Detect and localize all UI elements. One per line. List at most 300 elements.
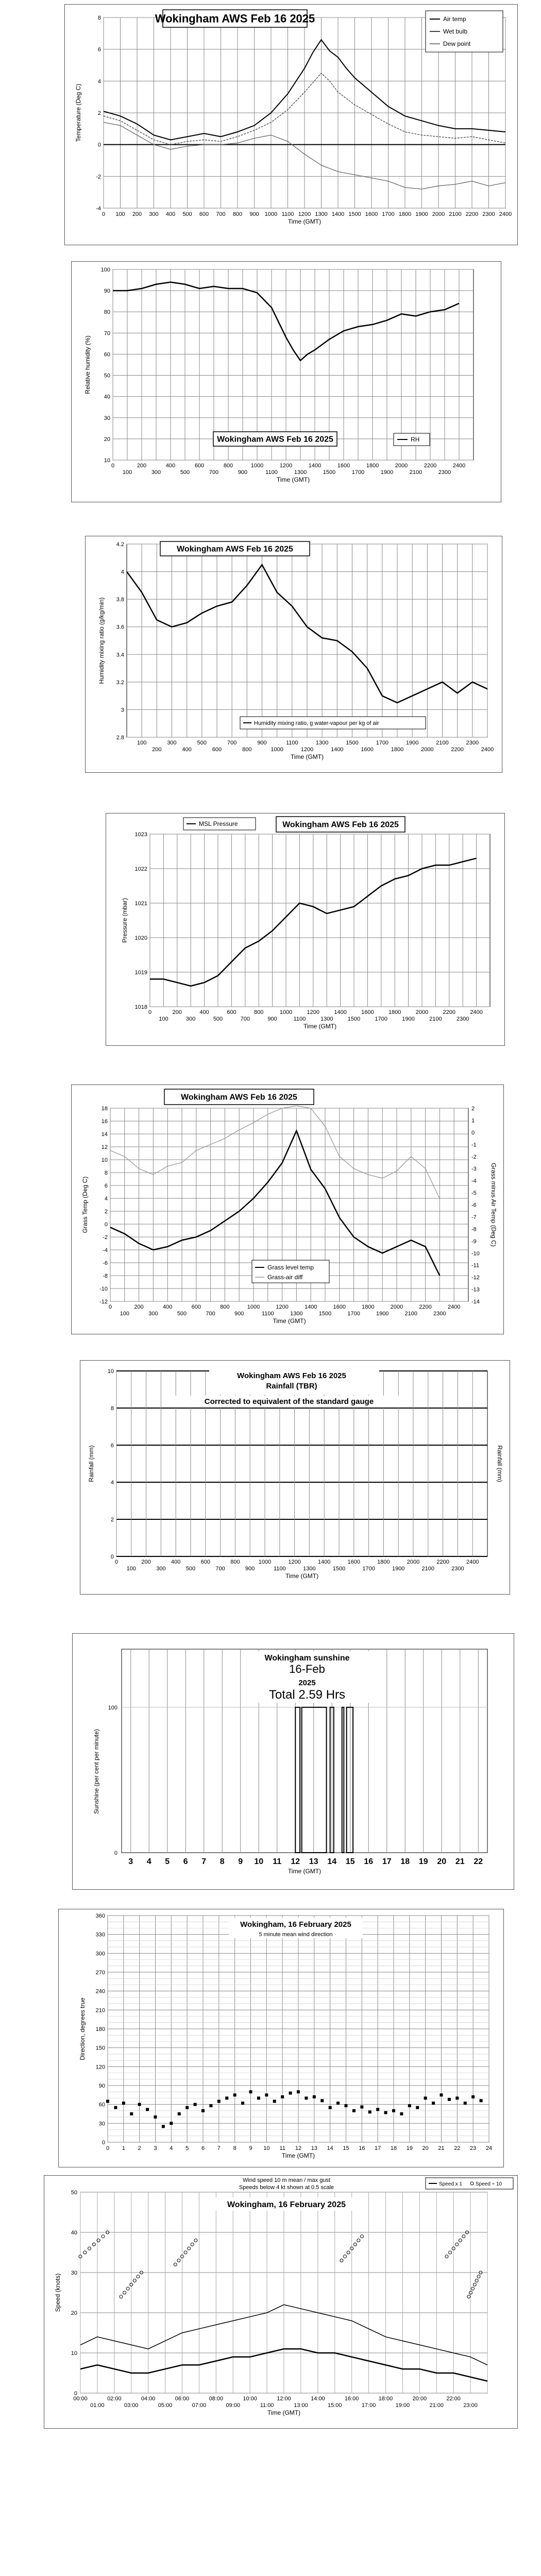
y-tick-label: 14 <box>101 1131 108 1138</box>
x-tick-label: 09:00 <box>226 2402 241 2409</box>
y-tick-label: 0 <box>110 1554 114 1560</box>
mixing-ratio-panel <box>85 536 502 773</box>
chart-title: Wokingham AWS Feb 16 2025 <box>155 12 315 25</box>
y-tick-label: 330 <box>95 1931 105 1938</box>
sunshine-chart <box>73 1634 515 1890</box>
x-tick-label: 11 <box>273 1857 282 1866</box>
speed-point <box>174 2263 177 2266</box>
chart-title: Wokingham, 16 February 2025 <box>240 1920 351 1929</box>
y-tick-label: -6 <box>103 1260 108 1266</box>
x-tick-label: 1000 <box>250 463 264 469</box>
grass-temp-chart <box>72 1085 504 1335</box>
speed-point <box>449 2251 452 2254</box>
x-tick-label: 1200 <box>298 211 311 217</box>
x-tick-label: 1000 <box>264 211 278 217</box>
x-tick-label: 2000 <box>407 1559 420 1565</box>
y2-axis-label: Rainfall (mm) <box>496 1445 503 1482</box>
direction-point <box>464 2102 467 2105</box>
chart-title: Wokingham AWS Feb 16 2025 <box>237 1371 346 1380</box>
speed-point <box>120 2295 123 2298</box>
x-tick-label: 1900 <box>376 1311 389 1317</box>
chart-title: Wokingham AWS Feb 16 2025 <box>181 1093 297 1102</box>
x-tick-label: 1700 <box>347 1311 360 1317</box>
y2-tick-label: 1 <box>471 1117 475 1124</box>
direction-point <box>384 2111 387 2114</box>
x-tick-label: 21 <box>455 1857 465 1866</box>
y2-tick-label: 0 <box>471 1129 475 1136</box>
direction-point <box>352 2109 356 2112</box>
y2-tick-label: -6 <box>471 1202 477 1209</box>
x-tick-label: 13:00 <box>294 2402 308 2409</box>
x-tick-label: 23 <box>470 2145 477 2151</box>
legend-label: Humidity mixing ratio, g water-vapour per kg of air <box>254 720 379 726</box>
x-tick-label: 2300 <box>433 1311 446 1317</box>
x-tick-label: 200 <box>132 211 142 217</box>
x-tick-label: 18 <box>390 2145 397 2151</box>
x-tick-label: 22:00 <box>446 2396 461 2402</box>
x-tick-label: 2200 <box>451 747 464 753</box>
x-axis-label: Time (GMT) <box>267 2409 301 2416</box>
x-tick-label: 2200 <box>419 1304 432 1310</box>
y-tick-label: 2 <box>110 1517 114 1523</box>
x-tick-label: 900 <box>267 1016 277 1022</box>
x-tick-label: 15:00 <box>327 2402 342 2409</box>
x-tick-label: 700 <box>209 469 219 476</box>
x-tick-label: 1400 <box>317 1559 331 1565</box>
x-tick-label: 03:00 <box>124 2402 139 2409</box>
x-tick-label: 11 <box>279 2145 285 2151</box>
x-tick-label: 1100 <box>293 1016 306 1022</box>
y-tick-label: 12 <box>101 1144 108 1150</box>
direction-point <box>392 2109 395 2112</box>
chart-title: Wokingham AWS Feb 16 2025 <box>282 820 399 829</box>
direction-point <box>471 2095 475 2098</box>
y-tick-label: 360 <box>95 1913 105 1919</box>
speed-point <box>469 2291 472 2294</box>
y-tick-label: 20 <box>104 436 110 443</box>
x-tick-label: 700 <box>227 740 237 746</box>
direction-point <box>336 2102 340 2105</box>
y-tick-label: -8 <box>103 1273 108 1279</box>
y-tick-label: -4 <box>103 1247 108 1253</box>
humidity-chart <box>72 262 502 503</box>
y-tick-label: 100 <box>108 1704 117 1711</box>
x-tick-label: 17 <box>375 2145 381 2151</box>
x-tick-label: 2000 <box>395 463 408 469</box>
x-tick-label: 17:00 <box>361 2402 376 2409</box>
x-tick-label: 2400 <box>452 463 466 469</box>
x-tick-label: 2300 <box>466 740 479 746</box>
x-tick-label: 1400 <box>334 1009 347 1015</box>
speed-point <box>445 2255 448 2258</box>
y-tick-label: 10 <box>104 457 110 464</box>
chart-caption: Speeds below 4 kt shown at 0.5 scale <box>239 2184 334 2191</box>
y-axis-label: Grass Temp (Deg C) <box>81 1176 89 1233</box>
x-tick-label: 100 <box>115 211 125 217</box>
wind-direction-panel <box>58 1909 504 2167</box>
direction-point <box>440 2093 443 2096</box>
x-tick-label: 1200 <box>300 747 314 753</box>
x-tick-label: 600 <box>212 747 222 753</box>
direction-point <box>249 2090 252 2093</box>
y-tick-label: -2 <box>96 174 101 180</box>
x-tick-label: 1800 <box>388 1009 401 1015</box>
y-tick-label: 1018 <box>134 1004 147 1010</box>
x-tick-label: 23:00 <box>463 2402 478 2409</box>
direction-point <box>106 2100 109 2103</box>
x-tick-label: 800 <box>232 211 243 217</box>
y-tick-label: -12 <box>99 1299 108 1305</box>
x-tick-label: 06:00 <box>175 2396 190 2402</box>
x-tick-label: 15 <box>343 2145 349 2151</box>
x-tick-label: 2100 <box>421 1566 435 1572</box>
x-tick-label: 1900 <box>405 740 419 746</box>
x-tick-label: 1600 <box>365 211 378 217</box>
x-tick-label: 1800 <box>377 1559 390 1565</box>
x-tick-label: 1900 <box>380 469 394 476</box>
x-tick-label: 1000 <box>270 747 283 753</box>
x-tick-label: 1700 <box>362 1566 375 1572</box>
x-tick-label: 02:00 <box>107 2396 122 2402</box>
direction-point <box>122 2102 125 2105</box>
x-tick-label: 1100 <box>273 1566 286 1572</box>
x-tick-label: 500 <box>213 1016 223 1022</box>
x-tick-label: 100 <box>122 469 132 476</box>
y-axis-label: Humidity mixing ratio (g/kg/min) <box>98 597 105 684</box>
x-tick-label: 1600 <box>361 747 374 753</box>
x-tick-label: 1200 <box>279 463 293 469</box>
x-tick-label: 2 <box>138 2145 141 2151</box>
x-tick-label: 200 <box>152 747 162 753</box>
x-tick-label: 6 <box>201 2145 205 2151</box>
sunshine-bar <box>302 1707 327 1853</box>
direction-point <box>273 2100 276 2103</box>
x-tick-label: 200 <box>137 463 147 469</box>
x-tick-label: 1500 <box>318 1311 332 1317</box>
x-tick-label: 2100 <box>449 211 462 217</box>
y2-tick-label: -8 <box>471 1226 477 1233</box>
x-tick-label: 16 <box>364 1857 374 1866</box>
x-tick-label: 1700 <box>376 740 389 746</box>
x-tick-label: 4 <box>146 1857 151 1866</box>
y2-axis-label: Grass minus Air Temp (Deg C) <box>490 1163 497 1247</box>
x-tick-label: 1500 <box>346 740 359 746</box>
legend-label: RH <box>411 436 420 443</box>
x-tick-label: 21:00 <box>429 2402 444 2409</box>
x-tick-label: 1500 <box>332 1566 346 1572</box>
x-tick-label: 19 <box>418 1857 428 1866</box>
y-tick-label: 70 <box>104 330 110 337</box>
x-tick-label: 200 <box>134 1304 144 1310</box>
direction-point <box>400 2112 403 2115</box>
x-tick-label: 20 <box>437 1857 447 1866</box>
x-tick-label: 08:00 <box>209 2396 224 2402</box>
y-tick-label: 8 <box>97 15 101 21</box>
x-tick-label: 1100 <box>265 469 278 476</box>
x-tick-label: 2300 <box>438 469 451 476</box>
x-tick-label: 19 <box>406 2145 413 2151</box>
y-tick-label: 3.8 <box>116 597 124 603</box>
x-axis-label: Time (GMT) <box>290 753 324 760</box>
speed-point <box>353 2243 357 2246</box>
y2-tick-label: -5 <box>471 1190 477 1197</box>
wind-speed-chart <box>44 2176 518 2429</box>
x-tick-label: 17 <box>382 1857 392 1866</box>
x-tick-label: 2200 <box>436 1559 449 1565</box>
sunshine-bar <box>347 1707 353 1853</box>
y2-tick-label: 2 <box>471 1106 475 1112</box>
y-tick-label: 3.4 <box>116 652 124 658</box>
x-tick-label: 13 <box>309 1857 318 1866</box>
x-tick-label: 24 <box>485 2145 493 2151</box>
y-tick-label: 60 <box>104 351 110 358</box>
direction-point <box>154 2115 157 2119</box>
x-tick-label: 1700 <box>375 1016 388 1022</box>
y-tick-label: 30 <box>71 2270 77 2276</box>
x-tick-label: 300 <box>167 740 177 746</box>
x-tick-label: 500 <box>180 469 190 476</box>
y-tick-label: 3.2 <box>116 679 124 686</box>
y-axis-label: Temperature (Deg C) <box>75 83 82 142</box>
x-tick-label: 12:00 <box>277 2396 291 2402</box>
chart-year: 2025 <box>298 1679 316 1687</box>
legend-label: Wet bulb <box>443 28 468 35</box>
y-tick-label: 100 <box>100 267 110 273</box>
x-tick-label: 8 <box>219 1857 225 1866</box>
x-tick-label: 600 <box>194 463 205 469</box>
x-tick-label: 20 <box>422 2145 429 2151</box>
x-tick-label: 100 <box>120 1311 129 1317</box>
legend-label: MSL Pressure <box>199 820 238 827</box>
x-tick-label: 14:00 <box>311 2396 325 2402</box>
legend-label: Speed ÷ 10 <box>476 2181 502 2187</box>
direction-point <box>241 2102 244 2105</box>
y-tick-label: 4 <box>97 78 101 85</box>
x-tick-label: 400 <box>171 1559 181 1565</box>
rainfall-panel <box>80 1360 510 1595</box>
y-tick-label: 240 <box>95 1988 105 1995</box>
y2-tick-label: -11 <box>471 1262 480 1269</box>
x-tick-label: 0 <box>102 211 106 217</box>
speed-point <box>194 2239 197 2242</box>
x-tick-label: 1800 <box>366 463 379 469</box>
x-tick-label: 10 <box>263 2145 270 2151</box>
chart-subtitle: 5 minute mean wind direction <box>259 1931 333 1938</box>
speed-point <box>357 2239 360 2242</box>
x-tick-label: 2000 <box>390 1304 403 1310</box>
y-tick-label: 8 <box>104 1170 108 1176</box>
x-tick-label: 5 <box>185 2145 189 2151</box>
x-tick-label: 1900 <box>392 1566 405 1572</box>
x-tick-label: 900 <box>238 469 248 476</box>
y-tick-label: 80 <box>104 309 110 316</box>
y-tick-label: 0 <box>104 1222 108 1228</box>
wind-direction-chart <box>59 1909 504 2168</box>
y-tick-label: -2 <box>103 1234 108 1241</box>
speed-point <box>477 2275 480 2278</box>
x-tick-label: 500 <box>197 740 207 746</box>
x-tick-label: 2100 <box>429 1016 442 1022</box>
x-tick-label: 16 <box>359 2145 365 2151</box>
x-tick-label: 18 <box>400 1857 410 1866</box>
speed-point <box>137 2275 140 2278</box>
pressure-panel <box>106 813 505 1046</box>
x-tick-label: 1800 <box>362 1304 375 1310</box>
y-tick-label: 40 <box>71 2230 77 2236</box>
y-tick-label: 270 <box>95 1970 105 1976</box>
x-tick-label: 2200 <box>443 1009 456 1015</box>
y-tick-label: -10 <box>99 1286 108 1292</box>
y-tick-label: -4 <box>96 206 101 212</box>
y-tick-label: 1019 <box>134 970 147 976</box>
x-tick-label: 00:00 <box>73 2396 88 2402</box>
x-tick-label: 500 <box>177 1311 187 1317</box>
speed-point <box>455 2243 459 2246</box>
direction-point <box>170 2122 173 2125</box>
wind-speed-panel <box>44 2175 518 2429</box>
y-tick-label: 1023 <box>134 832 147 838</box>
direction-point <box>424 2096 427 2099</box>
x-tick-label: 1300 <box>315 211 328 217</box>
x-tick-label: 1200 <box>307 1009 320 1015</box>
y-tick-label: 1021 <box>134 901 147 907</box>
direction-point <box>130 2112 133 2115</box>
speed-point <box>177 2259 180 2262</box>
x-tick-label: 5 <box>165 1857 170 1866</box>
speed-point <box>191 2243 194 2246</box>
y-tick-label: 120 <box>95 2064 105 2071</box>
x-tick-label: 0 <box>111 463 115 469</box>
x-tick-label: 14 <box>327 2145 333 2151</box>
direction-point <box>368 2110 371 2113</box>
y-tick-label: 60 <box>98 2102 105 2108</box>
x-tick-label: 1700 <box>351 469 365 476</box>
x-tick-label: 10 <box>254 1857 264 1866</box>
speed-point <box>188 2247 191 2250</box>
x-tick-label: 1100 <box>281 211 294 217</box>
x-tick-label: 3 <box>154 2145 157 2151</box>
x-tick-label: 1500 <box>323 469 336 476</box>
direction-point <box>289 2092 292 2095</box>
y-tick-label: 8 <box>110 1405 114 1412</box>
x-tick-label: 1100 <box>286 740 298 746</box>
x-tick-label: 400 <box>165 463 176 469</box>
direction-point <box>114 2106 117 2109</box>
direction-point <box>448 2098 451 2101</box>
x-tick-label: 2300 <box>456 1016 469 1022</box>
x-tick-label: 13 <box>311 2145 317 2151</box>
x-tick-label: 1900 <box>402 1016 415 1022</box>
x-tick-label: 1100 <box>261 1311 274 1317</box>
x-tick-label: 1300 <box>320 1016 333 1022</box>
x-tick-label: 6 <box>183 1857 188 1866</box>
x-tick-label: 1800 <box>391 747 404 753</box>
speed-point <box>459 2239 462 2242</box>
legend-label: Dew point <box>443 40 471 47</box>
y-tick-label: 90 <box>104 288 110 295</box>
y-tick-label: 20 <box>71 2310 77 2316</box>
x-tick-label: 700 <box>206 1311 215 1317</box>
y-axis-label: Speed (knots) <box>54 2273 61 2312</box>
x-tick-label: 600 <box>200 1559 210 1565</box>
x-tick-label: 400 <box>163 1304 173 1310</box>
y-tick-label: 180 <box>95 2026 105 2032</box>
y-tick-label: 4 <box>104 1196 108 1202</box>
grass-temp-panel <box>71 1084 504 1334</box>
x-tick-label: 16:00 <box>344 2396 359 2402</box>
x-tick-label: 300 <box>151 469 161 476</box>
x-tick-label: 05:00 <box>158 2402 173 2409</box>
x-tick-label: 04:00 <box>141 2396 156 2402</box>
speed-point <box>467 2295 470 2298</box>
direction-point <box>329 2106 332 2109</box>
direction-point <box>185 2106 189 2109</box>
speed-point <box>83 2251 87 2254</box>
x-tick-label: 800 <box>230 1559 240 1565</box>
x-tick-label: 100 <box>159 1016 168 1022</box>
y-tick-label: 50 <box>104 372 110 379</box>
x-tick-label: 07:00 <box>192 2402 207 2409</box>
x-axis-label: Time (GMT) <box>288 1868 322 1875</box>
y-tick-label: 30 <box>98 2121 105 2127</box>
y2-tick-label: -1 <box>471 1142 477 1148</box>
direction-point <box>225 2096 228 2099</box>
sunshine-panel <box>72 1633 514 1890</box>
x-tick-label: 2300 <box>482 211 495 217</box>
direction-point <box>209 2104 212 2107</box>
speed-point <box>347 2251 350 2254</box>
y2-tick-label: -7 <box>471 1214 477 1221</box>
x-tick-label: 8 <box>233 2145 236 2151</box>
y-axis-label: Rainfall (mm) <box>88 1445 95 1482</box>
y-tick-label: 6 <box>97 46 101 53</box>
y-tick-label: 6 <box>104 1183 108 1189</box>
chart-caption: Wind speed 10 m mean / max gust <box>243 2177 330 2183</box>
x-tick-label: 900 <box>245 1566 255 1572</box>
y-tick-label: 2.8 <box>116 735 124 741</box>
direction-point <box>233 2093 236 2096</box>
chart-date: 16-Feb <box>289 1663 325 1675</box>
x-tick-label: 1800 <box>398 211 412 217</box>
direction-point <box>320 2099 324 2102</box>
x-tick-label: 1 <box>122 2145 125 2151</box>
x-tick-label: 1400 <box>331 211 345 217</box>
x-tick-label: 1400 <box>304 1304 317 1310</box>
x-tick-label: 800 <box>242 747 252 753</box>
x-tick-label: 800 <box>223 463 233 469</box>
y2-tick-label: -4 <box>471 1178 477 1184</box>
x-tick-label: 1600 <box>361 1009 374 1015</box>
x-tick-label: 1300 <box>315 740 329 746</box>
y-tick-label: 1022 <box>134 866 147 872</box>
y2-tick-label: -2 <box>471 1154 477 1160</box>
y-tick-label: 150 <box>95 2045 105 2052</box>
speed-point <box>92 2243 95 2246</box>
x-tick-label: 15 <box>345 1857 355 1866</box>
y2-tick-label: -9 <box>471 1238 477 1245</box>
x-tick-label: 18:00 <box>378 2396 393 2402</box>
x-tick-label: 300 <box>148 1311 158 1317</box>
chart-title: Wokingham AWS Feb 16 2025 <box>217 435 333 444</box>
x-tick-label: 2000 <box>432 211 445 217</box>
x-tick-label: 2400 <box>499 211 512 217</box>
chart-title: Wokingham sunshine <box>264 1654 350 1663</box>
legend-label: Air temp <box>443 15 466 23</box>
speed-point <box>126 2287 129 2290</box>
y-tick-label: 30 <box>104 415 110 421</box>
speed-point <box>471 2287 474 2290</box>
speed-point <box>133 2279 136 2282</box>
